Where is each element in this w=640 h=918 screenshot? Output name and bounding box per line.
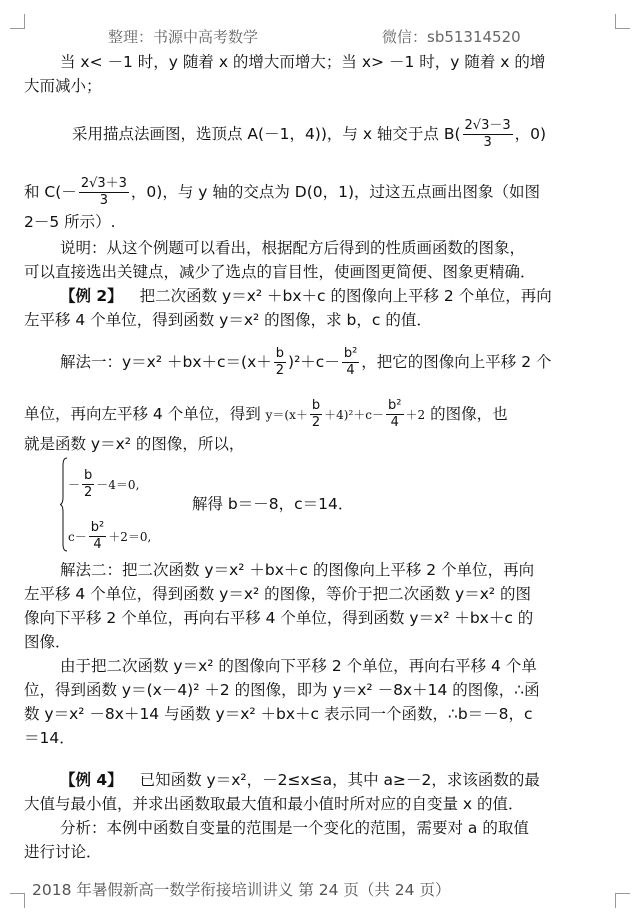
text-line: 当 x< －1 时，y 随着 x 的增大而增大；当 x> －1 时，y 随着 x 的增 (60, 53, 546, 71)
fraction (463, 118, 513, 151)
text-span: 和 C(－ (24, 183, 77, 201)
text-span: ＋2＝0, (108, 530, 152, 544)
fraction-den: 2 (275, 363, 285, 378)
text-span: 把二次函数 y＝x² ＋bx＋c 的图像向上平移 2 个单位，再向 (139, 287, 552, 305)
footer-text: 2018 年暑假新高一数学衔接培训讲义 第 24 页（共 24 页） (32, 881, 451, 899)
fraction-num: b² (343, 346, 358, 361)
text-span: ＋4)²＋c－ (324, 408, 385, 422)
fraction (310, 398, 322, 431)
fraction-den: 4 (93, 537, 102, 552)
text-line-point-b (72, 118, 640, 151)
text-line: 大值与最小值，并求出函数取最大值和最小值时所对应的自变量 x 的值． (24, 795, 524, 813)
fraction-num: 2√3－3 (464, 118, 511, 133)
page-header (0, 26, 640, 50)
header-wechat: 微信：sb51314520 (382, 28, 521, 46)
fraction (386, 398, 403, 431)
fraction (274, 346, 286, 379)
text-span: 单位，再向左平移 4 个单位，得到 (24, 405, 261, 423)
example-4-line (60, 770, 640, 790)
text-span: 已知函数 y＝x²，－2≤x≤a，其中 a≥－2，求该函数的最 (139, 771, 540, 789)
fraction (79, 176, 129, 209)
fraction-den: 2 (84, 485, 93, 500)
text-line: 就是函数 y＝x² 的图像，所以， (24, 435, 245, 453)
fraction-num: b² (388, 398, 402, 413)
text-span: y＝(x＋ (265, 408, 308, 422)
text-line: 说明：从这个例题可以看出，根据配方后得到的性质画函数的图象， (60, 239, 526, 257)
header-source: 整理：书源中高考数学 (108, 28, 259, 46)
fraction-den: 3 (99, 193, 108, 208)
text-line: 由于把二次函数 y＝x² 的图像向下平移 2 个单位，再向右平移 4 个单 (60, 657, 537, 675)
solution-result: 解得 b＝－8，c＝14． (192, 495, 354, 513)
text-span: 解法一：y＝x² ＋bx＋c＝(x＋ (60, 353, 272, 371)
text-span: 采用描点法画图，选顶点 A(－1，4))，与 x 轴交于点 B( (72, 125, 461, 143)
fraction-num: b (274, 346, 286, 363)
text-span: －4＝0, (96, 478, 140, 492)
fraction-den: 2 (311, 415, 321, 430)
text-line: 图像． (24, 633, 71, 651)
text-line-point-c (24, 176, 620, 209)
text-line: 左平移 4 个单位，得到函数 y＝x² 的图像，等价于把二次函数 y＝x² 的图 (24, 585, 532, 603)
example-2-line (60, 286, 640, 306)
fraction (342, 346, 359, 379)
text-span: ＋2 (405, 408, 426, 422)
text-line: 可以直接选出关键点，减少了选点的盲目性，使画图更简便、图象更精确． (24, 263, 536, 281)
text-span: )²＋c－ (288, 353, 340, 371)
fraction-num: b (310, 398, 322, 415)
text-line: 2－5 所示）. (24, 213, 116, 231)
crop-mark (615, 893, 630, 908)
text-line: 解法二：把二次函数 y＝x² ＋bx＋c 的图像向上平移 2 个单位，再向 (60, 561, 535, 579)
text-span: ，0) (514, 125, 547, 143)
fraction-den: 4 (346, 363, 355, 378)
fraction-num: 2√3＋3 (80, 176, 127, 191)
text-line: 数 y＝x² －8x＋14 与函数 y＝x² ＋bx＋c 表示同一个函数，∴b＝－8，c (24, 705, 533, 723)
example-label: 【例 4】 (60, 771, 123, 789)
text-span: ，把它的图像向上平移 2 个 (361, 353, 552, 371)
solution-1-line (60, 346, 640, 379)
text-span: 的图像，也 (430, 405, 508, 423)
text-line: 分析：本例中函数自变量的范围是一个变化的范围，需要对 a 的取值 (60, 819, 529, 837)
fraction-den: 4 (390, 415, 399, 430)
fraction-num: b² (90, 520, 105, 535)
text-span: c－ (68, 530, 87, 544)
example-label: 【例 2】 (60, 287, 123, 305)
text-line: ＝14． (24, 729, 75, 747)
system-brace (60, 457, 68, 552)
fraction-num: b (82, 468, 94, 485)
text-span: ，0)，与 y 轴的交点为 D(0，1)，过这五点画出图象（如图 (130, 183, 541, 201)
text-line: 左平移 4 个单位，得到函数 y＝x² 的图像，求 b，c 的值． (24, 311, 432, 329)
text-line: 位，得到函数 y＝(x－4)² ＋2 的图像，即为 y＝x² －8x＋14 的图像，∴函 (24, 681, 540, 699)
crop-mark (10, 893, 25, 908)
text-span: － (68, 478, 81, 492)
text-line: 进行讨论． (24, 843, 102, 861)
fraction-den: 3 (483, 135, 492, 150)
fraction (82, 468, 94, 501)
fraction (89, 520, 106, 553)
equation-2 (68, 520, 188, 553)
text-line: 大而减小； (24, 77, 102, 95)
text-line: 像向下平移 2 个单位，再向右平移 4 个单位，得到函数 y＝x² ＋bx＋c 的 (24, 609, 534, 627)
equation-1 (68, 468, 188, 501)
solution-1-line-2 (24, 398, 620, 431)
